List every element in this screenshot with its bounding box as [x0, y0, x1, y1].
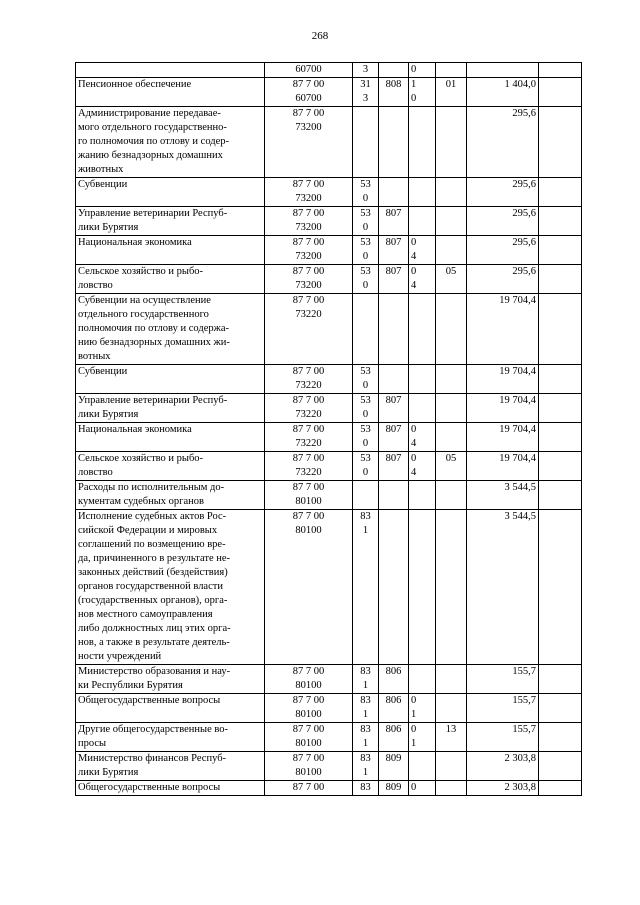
table-row	[76, 510, 582, 665]
table-row	[76, 63, 582, 78]
subsection-code-cell	[436, 510, 467, 665]
expense-type-cell: 53 0	[353, 265, 379, 294]
department-code-cell	[379, 365, 409, 394]
section-code-cell	[409, 107, 436, 178]
page-number: 268	[311, 30, 329, 42]
target-article-code-cell: 87 7 00 80100	[265, 665, 353, 694]
expense-type-cell: 83	[353, 781, 379, 796]
section-code-cell	[409, 394, 436, 423]
target-article-code-cell: 87 7 00 73200	[265, 236, 353, 265]
department-code-cell	[379, 107, 409, 178]
target-article-code-cell: 87 7 00 80100	[265, 723, 353, 752]
table-row	[76, 481, 582, 510]
target-article-code-cell: 87 7 00 73200	[265, 107, 353, 178]
expense-type-cell: 83 1	[353, 665, 379, 694]
department-code-cell: 808	[379, 78, 409, 107]
subsection-code-cell: 05	[436, 265, 467, 294]
expense-type-cell: 83 1	[353, 510, 379, 665]
amount-cell: 19 704,4	[467, 423, 539, 452]
department-code-cell	[379, 510, 409, 665]
amount-cell: 19 704,4	[467, 365, 539, 394]
department-code-cell	[379, 63, 409, 78]
table-row	[76, 665, 582, 694]
section-code-cell	[409, 752, 436, 781]
target-article-code-cell: 87 7 00 73220	[265, 423, 353, 452]
section-code-cell: 0 4	[409, 452, 436, 481]
section-code-cell: 0 1	[409, 723, 436, 752]
section-code-cell: 0 4	[409, 236, 436, 265]
amount-cell: 155,7	[467, 723, 539, 752]
department-code-cell: 809	[379, 752, 409, 781]
row-name-cell: Субвенции	[76, 365, 265, 394]
amount-cell: 295,6	[467, 178, 539, 207]
subsection-code-cell	[436, 781, 467, 796]
empty-cell	[539, 665, 582, 694]
section-code-cell: 0 1	[409, 694, 436, 723]
row-name-cell: Общегосударственные вопросы	[76, 781, 265, 796]
section-code-cell	[409, 294, 436, 365]
target-article-code-cell: 87 7 00 60700	[265, 78, 353, 107]
section-code-cell: 0 4	[409, 423, 436, 452]
empty-cell	[539, 694, 582, 723]
row-name-cell: Расходы по исполнительным до- кументам судебных органов	[76, 481, 265, 510]
table-row	[76, 394, 582, 423]
target-article-code-cell: 87 7 00 73220	[265, 294, 353, 365]
department-code-cell: 807	[379, 265, 409, 294]
target-article-code-cell: 87 7 00 80100	[265, 481, 353, 510]
row-name-cell: Управление ветеринарии Респуб- лики Бурятия	[76, 394, 265, 423]
department-code-cell: 806	[379, 694, 409, 723]
subsection-code-cell	[436, 178, 467, 207]
table-row	[76, 452, 582, 481]
subsection-code-cell	[436, 481, 467, 510]
target-article-code-cell: 87 7 00 73200	[265, 207, 353, 236]
table-row	[76, 265, 582, 294]
section-code-cell: 0	[409, 63, 436, 78]
table-row	[76, 178, 582, 207]
empty-cell	[539, 178, 582, 207]
budget-table	[75, 62, 582, 796]
section-code-cell	[409, 665, 436, 694]
row-name-cell: Сельское хозяйство и рыбо- ловство	[76, 452, 265, 481]
empty-cell	[539, 236, 582, 265]
empty-cell	[539, 781, 582, 796]
department-code-cell: 806	[379, 723, 409, 752]
table-row	[76, 694, 582, 723]
subsection-code-cell	[436, 665, 467, 694]
amount-cell: 1 404,0	[467, 78, 539, 107]
expense-type-cell: 53 0	[353, 236, 379, 265]
table-row	[76, 423, 582, 452]
section-code-cell	[409, 365, 436, 394]
target-article-code-cell: 60700	[265, 63, 353, 78]
expense-type-cell: 53 0	[353, 423, 379, 452]
subsection-code-cell	[436, 294, 467, 365]
expense-type-cell: 31 3	[353, 78, 379, 107]
section-code-cell: 1 0	[409, 78, 436, 107]
department-code-cell: 807	[379, 423, 409, 452]
row-name-cell: Министерство образования и нау- ки Республики Бурятия	[76, 665, 265, 694]
row-name-cell	[76, 63, 265, 78]
empty-cell	[539, 394, 582, 423]
expense-type-cell: 3	[353, 63, 379, 78]
amount-cell: 3 544,5	[467, 510, 539, 665]
target-article-code-cell: 87 7 00 73200	[265, 178, 353, 207]
empty-cell	[539, 723, 582, 752]
empty-cell	[539, 423, 582, 452]
amount-cell: 3 544,5	[467, 481, 539, 510]
row-name-cell: Национальная экономика	[76, 423, 265, 452]
table-body	[76, 63, 582, 796]
target-article-code-cell: 87 7 00 73200	[265, 265, 353, 294]
expense-type-cell: 83 1	[353, 752, 379, 781]
row-name-cell: Пенсионное обеспечение	[76, 78, 265, 107]
empty-cell	[539, 107, 582, 178]
empty-cell	[539, 207, 582, 236]
subsection-code-cell	[436, 394, 467, 423]
department-code-cell: 807	[379, 236, 409, 265]
amount-cell: 19 704,4	[467, 394, 539, 423]
department-code-cell: 809	[379, 781, 409, 796]
row-name-cell: Субвенции	[76, 178, 265, 207]
expense-type-cell: 53 0	[353, 394, 379, 423]
amount-cell: 295,6	[467, 236, 539, 265]
section-code-cell	[409, 178, 436, 207]
department-code-cell	[379, 481, 409, 510]
subsection-code-cell	[436, 63, 467, 78]
table-row	[76, 365, 582, 394]
section-code-cell	[409, 481, 436, 510]
department-code-cell: 807	[379, 452, 409, 481]
row-name-cell: Национальная экономика	[76, 236, 265, 265]
amount-cell: 2 303,8	[467, 781, 539, 796]
empty-cell	[539, 294, 582, 365]
row-name-cell: Субвенции на осуществление отдельного государственного полномочия по отлову и содержа- нию безнадзорных домашних жи- вотных	[76, 294, 265, 365]
target-article-code-cell: 87 7 00 73220	[265, 452, 353, 481]
department-code-cell: 807	[379, 207, 409, 236]
row-name-cell: Администрирование передавае- мого отдельного государственно- го полномочия по отлову и содер- жанию безнадзорных домашних животных	[76, 107, 265, 178]
department-code-cell	[379, 294, 409, 365]
row-name-cell: Сельское хозяйство и рыбо- ловство	[76, 265, 265, 294]
amount-cell: 2 303,8	[467, 752, 539, 781]
amount-cell: 19 704,4	[467, 294, 539, 365]
empty-cell	[539, 265, 582, 294]
table-row	[76, 752, 582, 781]
empty-cell	[539, 752, 582, 781]
target-article-code-cell: 87 7 00	[265, 781, 353, 796]
empty-cell	[539, 63, 582, 78]
subsection-code-cell	[436, 365, 467, 394]
target-article-code-cell: 87 7 00 80100	[265, 510, 353, 665]
subsection-code-cell	[436, 752, 467, 781]
expense-type-cell: 53 0	[353, 365, 379, 394]
expense-type-cell	[353, 294, 379, 365]
target-article-code-cell: 87 7 00 80100	[265, 752, 353, 781]
subsection-code-cell	[436, 694, 467, 723]
amount-cell: 155,7	[467, 694, 539, 723]
expense-type-cell: 53 0	[353, 207, 379, 236]
table-row	[76, 107, 582, 178]
row-name-cell: Исполнение судебных актов Рос- сийской Федерации и мировых соглашений по возмещению вре- да, причиненного в результате не- законных действий (бездействия) органов государственной власти (государственных органов), орга- нов местного самоуправления либо должностных лиц этих орга- нов, а также в результате деятель- ности учреждений	[76, 510, 265, 665]
table-row	[76, 781, 582, 796]
section-code-cell	[409, 207, 436, 236]
table-row	[76, 294, 582, 365]
target-article-code-cell: 87 7 00 73220	[265, 394, 353, 423]
expense-type-cell	[353, 107, 379, 178]
expense-type-cell: 83 1	[353, 694, 379, 723]
section-code-cell: 0	[409, 781, 436, 796]
section-code-cell: 0 4	[409, 265, 436, 294]
amount-cell: 155,7	[467, 665, 539, 694]
row-name-cell: Общегосударственные вопросы	[76, 694, 265, 723]
subsection-code-cell	[436, 236, 467, 265]
row-name-cell: Министерство финансов Респуб- лики Бурятия	[76, 752, 265, 781]
empty-cell	[539, 365, 582, 394]
section-code-cell	[409, 510, 436, 665]
subsection-code-cell	[436, 423, 467, 452]
empty-cell	[539, 481, 582, 510]
amount-cell: 295,6	[467, 207, 539, 236]
department-code-cell	[379, 178, 409, 207]
subsection-code-cell: 13	[436, 723, 467, 752]
table-row	[76, 723, 582, 752]
expense-type-cell: 53 0	[353, 452, 379, 481]
expense-type-cell: 53 0	[353, 178, 379, 207]
empty-cell	[539, 452, 582, 481]
amount-cell: 19 704,4	[467, 452, 539, 481]
subsection-code-cell: 01	[436, 78, 467, 107]
department-code-cell: 806	[379, 665, 409, 694]
expense-type-cell: 83 1	[353, 723, 379, 752]
subsection-code-cell	[436, 207, 467, 236]
table-row	[76, 207, 582, 236]
table-row	[76, 236, 582, 265]
row-name-cell: Управление ветеринарии Респуб- лики Бурятия	[76, 207, 265, 236]
target-article-code-cell: 87 7 00 80100	[265, 694, 353, 723]
table-row	[76, 78, 582, 107]
expense-type-cell	[353, 481, 379, 510]
amount-cell: 295,6	[467, 265, 539, 294]
amount-cell	[467, 63, 539, 78]
subsection-code-cell: 05	[436, 452, 467, 481]
amount-cell: 295,6	[467, 107, 539, 178]
target-article-code-cell: 87 7 00 73220	[265, 365, 353, 394]
department-code-cell: 807	[379, 394, 409, 423]
empty-cell	[539, 510, 582, 665]
row-name-cell: Другие общегосударственные во- просы	[76, 723, 265, 752]
empty-cell	[539, 78, 582, 107]
subsection-code-cell	[436, 107, 467, 178]
